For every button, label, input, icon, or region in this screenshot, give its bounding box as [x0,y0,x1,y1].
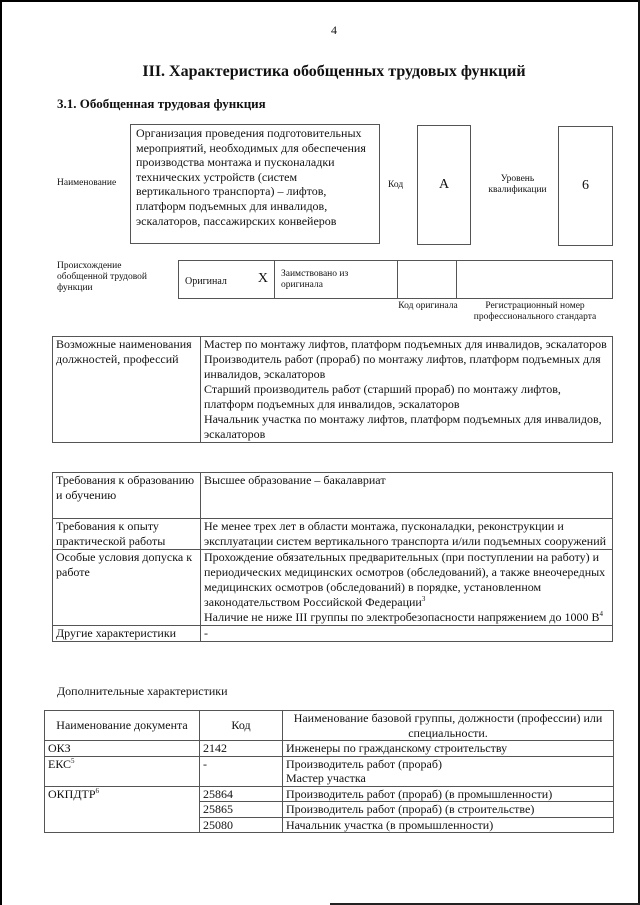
requirement-value [201,550,613,626]
scan-edge-left [0,0,2,905]
table-header-row [45,711,614,741]
original-label: Оригинал [185,275,227,287]
doc-name: ОКПДТР [48,786,96,801]
reg-number-cell [457,261,613,299]
doc-name: ЕКС [48,756,72,771]
code-original-cell [398,261,457,299]
name-cell: Производитель работ (прораб) (в строительстве) [283,802,614,818]
position-item: Производитель работ (прораб) по монтажу лифтов, платформ подъемных для инвалидов, эскалаторов [204,352,601,381]
doc-name: ОКЗ [48,741,71,755]
code-cell: 25865 [200,802,283,818]
requirement-label: Особые условия допуска к работе [53,550,201,626]
name-cell: Мастер участка [283,771,614,786]
position-item: Начальник участка по монтажу лифтов, платформ подъемных для инвалидов, эскалаторов [204,412,602,441]
table-row [53,519,613,550]
requirement-value: Не менее трех лет в области монтажа, пусконаладки, реконструкции и эксплуатации систем вертикального транспорта и/или подъемных сооружений [201,519,613,550]
reg-number-caption: Регистрационный номер профессионального стандарта [473,301,597,322]
column-header: Наименование документа [45,711,200,741]
requirements-table [52,472,613,642]
name-cell: Производитель работ (прораб) [283,756,614,771]
column-header: Код [200,711,283,741]
requirement-electrical [204,610,609,625]
extra-title: Дополнительные характеристики [57,684,228,698]
scan-edge-top [0,0,640,2]
footnote-ref: 4 [599,610,603,618]
code-label: Код [388,180,404,190]
requirement-medical-text: Прохождение обязательных предварительных (при поступлении на работу) и периодических медицинских осмотров (обследований), а также внеочередных медицинских осмотров (обследований) в порядке, установленном законодательством Российской Федерации [204,550,606,609]
page-number: 4 [331,23,337,37]
positions-list [201,337,613,443]
code-cell: 25864 [200,786,283,802]
origin-label: Происхождение обобщенной трудовой функции [57,261,147,293]
code-cell: - [200,756,283,786]
requirement-value: - [201,626,613,642]
requirement-label: Требования к опыту практической работы [53,519,201,550]
doc-cell [45,756,200,786]
qualification-level-label: Уровень квалификации [488,174,547,195]
code-original-caption: Код оригинала [398,301,458,311]
table-row [45,741,614,757]
position-item: Мастер по монтажу лифтов, платформ подъемных для инвалидов, эскалаторов [204,337,607,351]
requirement-medical [204,550,609,610]
table-row [53,337,613,443]
name-label: Наименование [57,178,117,188]
qualification-level-value: 6 [582,178,589,193]
borrowed-label: Заимствовано из оригинала [275,261,398,299]
qualification-level-box [558,126,613,246]
footnote-ref: 5 [71,756,75,765]
position-item: Старший производитель работ (старший прораб) по монтажу лифтов, платформ подъемных для инвалидов, эскалаторов [204,382,561,411]
code-cell: 2142 [200,741,283,757]
requirement-electrical-text: Наличие не ниже III группы по электробезопасности напряжением до 1000 В [204,610,600,624]
requirement-label: Требования к образованию и обучению [53,473,201,519]
table-row [45,756,614,771]
doc-cell [45,786,200,833]
column-header: Наименование базовой группы, должности (профессии) или специальности. [283,711,614,741]
table-row [53,550,613,626]
code-cell: 25080 [200,817,283,833]
origin-table [178,260,613,299]
doc-cell [45,741,200,757]
positions-label: Возможные наименования должностей, профессий [53,337,201,443]
table-row [45,786,614,802]
subsection-title: 3.1. Обобщенная трудовая функция [57,96,266,111]
requirement-label: Другие характеристики [53,626,201,642]
table-row [53,473,613,519]
footnote-ref: 6 [95,786,100,795]
table-row [53,626,613,642]
extra-characteristics-table [44,710,614,833]
code-box [417,125,471,245]
name-cell: Начальник участка (в промышленности) [283,817,614,833]
function-name-box: Организация проведения подготовительных мероприятий, необходимых для обеспечения производства монтажа и пусконаладки технических устройств (систем вертикального транспорта) – лифтов, платформ подъемных для инвалидов, эскалаторов, пассажирских конвейеров [130,124,380,244]
positions-table [52,336,613,443]
original-mark: X [257,270,268,286]
name-cell: Инженеры по гражданскому строительству [283,741,614,757]
origin-original-cell [179,261,275,299]
name-cell: Производитель работ (прораб) (в промышленности) [283,786,614,802]
section-title: III. Характеристика обобщенных трудовых функций [142,63,526,80]
code-value: А [438,177,450,192]
footnote-ref: 3 [421,595,426,603]
requirement-value: Высшее образование – бакалавриат [201,473,613,519]
